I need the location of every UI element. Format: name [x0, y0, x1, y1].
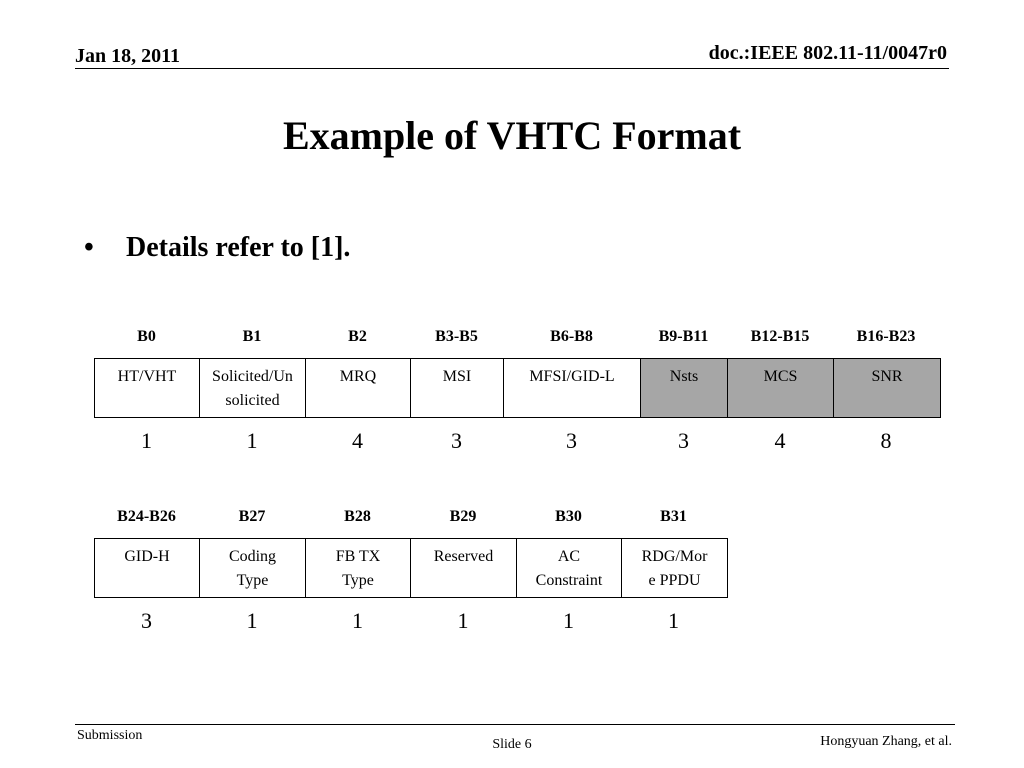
- field-cell: MCS: [728, 359, 834, 417]
- bit-position-label: B2: [348, 328, 367, 345]
- bit-position-label: B31: [660, 508, 687, 525]
- bit-count-row: [94, 608, 726, 634]
- bit-position-label: B16-B23: [856, 328, 916, 345]
- bullet-text: Details refer to [1].: [126, 232, 351, 263]
- header-divider: [75, 68, 949, 69]
- bit-position-row: [94, 508, 726, 526]
- bit-count-value: 1: [457, 608, 469, 633]
- bit-count-value: 1: [352, 608, 363, 633]
- field-cell: SNR: [834, 359, 940, 417]
- bit-position-label: B12-B15: [750, 328, 810, 345]
- bit-position-label: B30: [555, 508, 582, 525]
- bit-count-value: 1: [246, 428, 258, 453]
- bit-count-value: 8: [880, 428, 892, 453]
- bit-count-value: 1: [141, 428, 152, 453]
- bullet-item: [84, 232, 350, 264]
- bullet-dot-icon: •: [84, 232, 94, 263]
- field-cell: Coding Type: [200, 539, 306, 597]
- field-cell: HT/VHT: [95, 359, 200, 417]
- footer-slide-number: Slide 6: [492, 737, 532, 752]
- bit-position-label: B6-B8: [550, 328, 593, 345]
- slide-title: Example of VHTC Format: [282, 113, 742, 158]
- field-cell: RDG/Mor e PPDU: [641, 548, 708, 589]
- field-row: [94, 538, 728, 598]
- bit-position-label: B1: [242, 328, 262, 345]
- field-cell: MFSI/GID-L: [504, 359, 641, 417]
- bit-count-value: 3: [451, 428, 462, 453]
- bit-position-label: B29: [449, 508, 477, 525]
- bit-count-value: 4: [352, 428, 363, 453]
- bit-count-value: 3: [141, 608, 152, 633]
- field-cell: AC Constraint: [517, 539, 622, 597]
- bit-count-value: 1: [668, 608, 679, 633]
- field-cell: Nsts: [641, 359, 728, 417]
- bit-position-label: B24-B26: [117, 508, 176, 525]
- bit-position-row: [94, 328, 939, 346]
- header-doc-id: doc.:IEEE 802.11-11/0047r0: [708, 42, 947, 64]
- field-cell: Solicited/Un solicited: [200, 359, 306, 417]
- bit-position-label: B27: [238, 508, 266, 525]
- footer-author: Hongyuan Zhang, et al.: [820, 734, 952, 749]
- field-row: [94, 358, 941, 418]
- footer-divider: [75, 724, 955, 725]
- bit-position-label: B3-B5: [435, 328, 478, 345]
- bit-position-label: B28: [344, 508, 371, 525]
- footer-submission: Submission: [77, 728, 143, 743]
- bit-count-value: 4: [774, 428, 786, 453]
- bit-count-value: 1: [246, 608, 258, 633]
- header-date: Jan 18, 2011: [75, 45, 181, 67]
- field-cell: Reserved: [411, 539, 517, 597]
- bit-position-label: B0: [137, 328, 156, 345]
- field-cell: MRQ: [306, 359, 411, 417]
- bit-count-value: 1: [563, 608, 574, 633]
- field-cell: FB TX Type: [306, 539, 411, 597]
- bit-count-value: 3: [566, 428, 577, 453]
- bit-position-label: B9-B11: [658, 328, 709, 345]
- bit-count-row: [94, 428, 939, 454]
- field-cell: GID-H: [95, 539, 200, 597]
- bit-count-value: 3: [678, 428, 689, 453]
- field-cell: MSI: [411, 359, 504, 417]
